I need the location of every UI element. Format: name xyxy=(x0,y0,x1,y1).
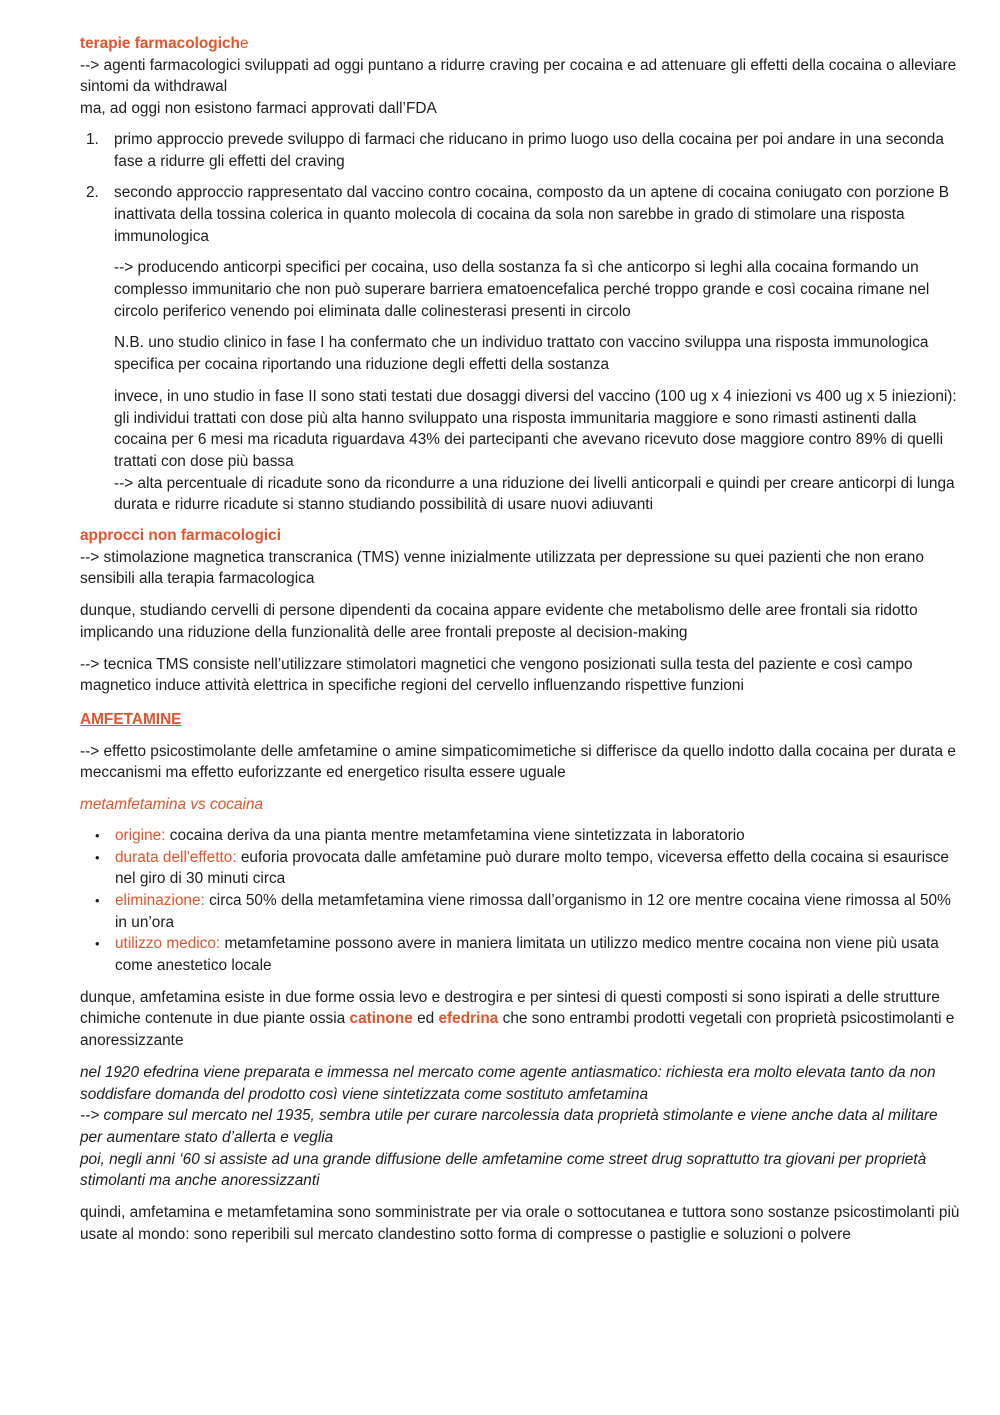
highlight-term-efedrina: efedrina xyxy=(438,1010,499,1028)
list-number: 2. xyxy=(86,184,99,202)
bullet-item xyxy=(80,847,960,890)
section-heading-terapie-farmacologiche xyxy=(80,33,960,55)
document-page xyxy=(80,33,960,1245)
numbered-list xyxy=(80,129,960,516)
list-number: 1. xyxy=(86,130,99,148)
heading-text-end: e xyxy=(239,35,249,52)
bullet-text: metamfetamine possono avere in maniera limitata un utilizzo medico mentre cocaina non viene più usata come anestetico locale xyxy=(115,935,939,975)
bullet-marker: • xyxy=(95,849,100,865)
paragraph: --> effetto psicostimolante delle amfetamine o amine simpaticomimetiche si differisce da quello indotto dalla cocaina per durata e meccanismi ma effetto euforizzante ed energetico risulta essere uguale xyxy=(80,742,956,782)
subheading-metamfetamina-vs-cocaina: metamfetamina vs cocaina xyxy=(80,796,264,814)
bullet-text: euforia provocata dalle amfetamine può durare molto tempo, viceversa effetto della cocaina si esaurisce nel giro di 30 minuti circa xyxy=(115,848,949,888)
bullet-label: eliminazione: xyxy=(115,891,205,909)
bullet-list xyxy=(80,825,960,977)
bullet-label: durata dell'effetto: xyxy=(115,848,237,866)
list-sub-paragraph: --> alta percentuale di ricadute sono da ricondurre a una riduzione dei livelli anticorpali e quindi per creare anticorpi di lunga durata e ridurre ricadute si stanno studiando possibilità di usare nuovi adiuvanti xyxy=(114,474,955,514)
text-run: che sono entrambi prodotti vegetali con proprietà psicostimolanti e anoressizzante xyxy=(80,1010,955,1050)
section-heading-approcci-non-farmacologici: approcci non farmacologici xyxy=(80,527,281,545)
section-heading-amfetamine: AMFETAMINE xyxy=(80,710,182,728)
bullet-label: origine: xyxy=(115,826,166,844)
list-sub-paragraph: invece, in uno studio in fase II sono stati testati due dosaggi diversi del vaccino (100 ug x 4 iniezioni vs 400 ug x 5 iniezioni): gli individui trattati con dose più alta hanno sviluppato una risposta immunitaria maggiore e sono rimasti astinenti dalla cocaina per 6 mesi ma ricaduta riguardava 43% dei partecipanti che avevano ricevuto dose maggiore contro 89% di quelli trattati con dose più bassa xyxy=(114,387,957,470)
bullet-marker: • xyxy=(95,936,100,952)
paragraph: --> stimolazione magnetica transcranica (TMS) venne inizialmente utilizzata per depressione su quei pazienti che non erano sensibili alla terapia farmacologica xyxy=(80,548,924,588)
list-sub-paragraph: --> producendo anticorpi specifici per cocaina, uso della sostanza fa sì che anticorpo si leghi alla cocaina formando un complesso immunitario che non può superare barriera ematoencefalica perché troppo grande e così cocaina rimane nel circolo periferico venendo poi eliminata dalle colinesterasi presenti in circolo xyxy=(114,259,930,320)
text-run: ed xyxy=(412,1010,439,1028)
paragraph xyxy=(80,987,960,1052)
italic-paragraph: --> compare sul mercato nel 1935, sembra utile per curare narcolessia data proprietà stimolante e viene anche data al militare per aumentare stato d’allerta e veglia xyxy=(80,1107,938,1146)
paragraph: ma, ad oggi non esistono farmaci approvati dall’FDA xyxy=(80,100,437,118)
italic-paragraph: nel 1920 efedrina viene preparata e immessa nel mercato come agente antiasmatico: richiesta era molto elevata tanto da non soddisfare domanda del prodotto così viene sintetizzata come sostituto amfetamina xyxy=(80,1063,936,1103)
list-item-text: secondo approccio rappresentato dal vaccino contro cocaina, composto da un aptene di cocaina coniugato con porzione B inattivata della tossina colerica in quanto molecola di cocaina da sola non sarebbe in grado di stimolare una risposta immunologica xyxy=(114,184,950,245)
bullet-label: utilizzo medico: xyxy=(115,935,221,953)
list-item xyxy=(80,129,960,172)
bullet-text: cocaina deriva da una pianta mentre metamfetamina viene sintetizzata in laboratorio xyxy=(165,826,745,844)
bullet-marker: • xyxy=(95,892,100,908)
highlight-term-catinone: catinone xyxy=(349,1010,413,1028)
bullet-item xyxy=(80,890,960,933)
bullet-marker: • xyxy=(95,827,100,843)
list-sub-paragraph: N.B. uno studio clinico in fase I ha confermato che un individuo trattato con vaccino sviluppa una risposta immunologica specifica per cocaina riportando una riduzione degli effetti della sostanza xyxy=(114,334,929,374)
paragraph: dunque, studiando cervelli di persone dipendenti da cocaina appare evidente che metabolismo delle aree frontali sia ridotto implicando una riduzione della funzionalità delle aree frontali preposte al decision-making xyxy=(80,602,918,641)
text-run: dunque, amfetamina esiste in due forme ossia levo e destrogira e per sintesi di questi composti si sono ispirati a delle strutture chimiche contenute in due piante ossia xyxy=(80,988,940,1028)
heading-text: terapie farmacologich xyxy=(80,35,240,52)
paragraph: --> agenti farmacologici sviluppati ad oggi puntano a ridurre craving per cocaina e ad attenuare gli effetti della cocaina o alleviare sintomi da withdrawal xyxy=(80,56,957,96)
italic-paragraph: poi, negli anni ‘60 si assiste ad una grande diffusione delle amfetamine come street drug soprattutto tra giovani per proprietà stimolanti ma anche anoressizzanti xyxy=(80,1150,927,1190)
bullet-item xyxy=(80,825,960,847)
list-item-text: primo approccio prevede sviluppo di farmaci che riducano in primo luogo uso della cocaina per poi andare in una seconda fase a ridurre gli effetti del craving xyxy=(114,130,944,170)
bullet-text: circa 50% della metamfetamina viene rimossa dall’organismo in 12 ore mentre cocaina viene rimossa al 50% in un’ora xyxy=(115,891,951,931)
list-item xyxy=(80,182,960,516)
paragraph: quindi, amfetamina e metamfetamina sono somministrate per via orale o sottocutanea e tuttora sono sostanze psicostimolanti più usate al mondo: sono reperibili sul mercato clandestino sotto forma di compresse o pastiglie e soluzioni o polvere xyxy=(80,1204,960,1243)
bullet-item xyxy=(80,933,960,976)
paragraph: --> tecnica TMS consiste nell’utilizzare stimolatori magnetici che vengono posizionati sulla testa del paziente e così campo magnetico induce attività elettrica in specifiche regioni del cervello influenzando rispettive funzioni xyxy=(80,655,913,695)
